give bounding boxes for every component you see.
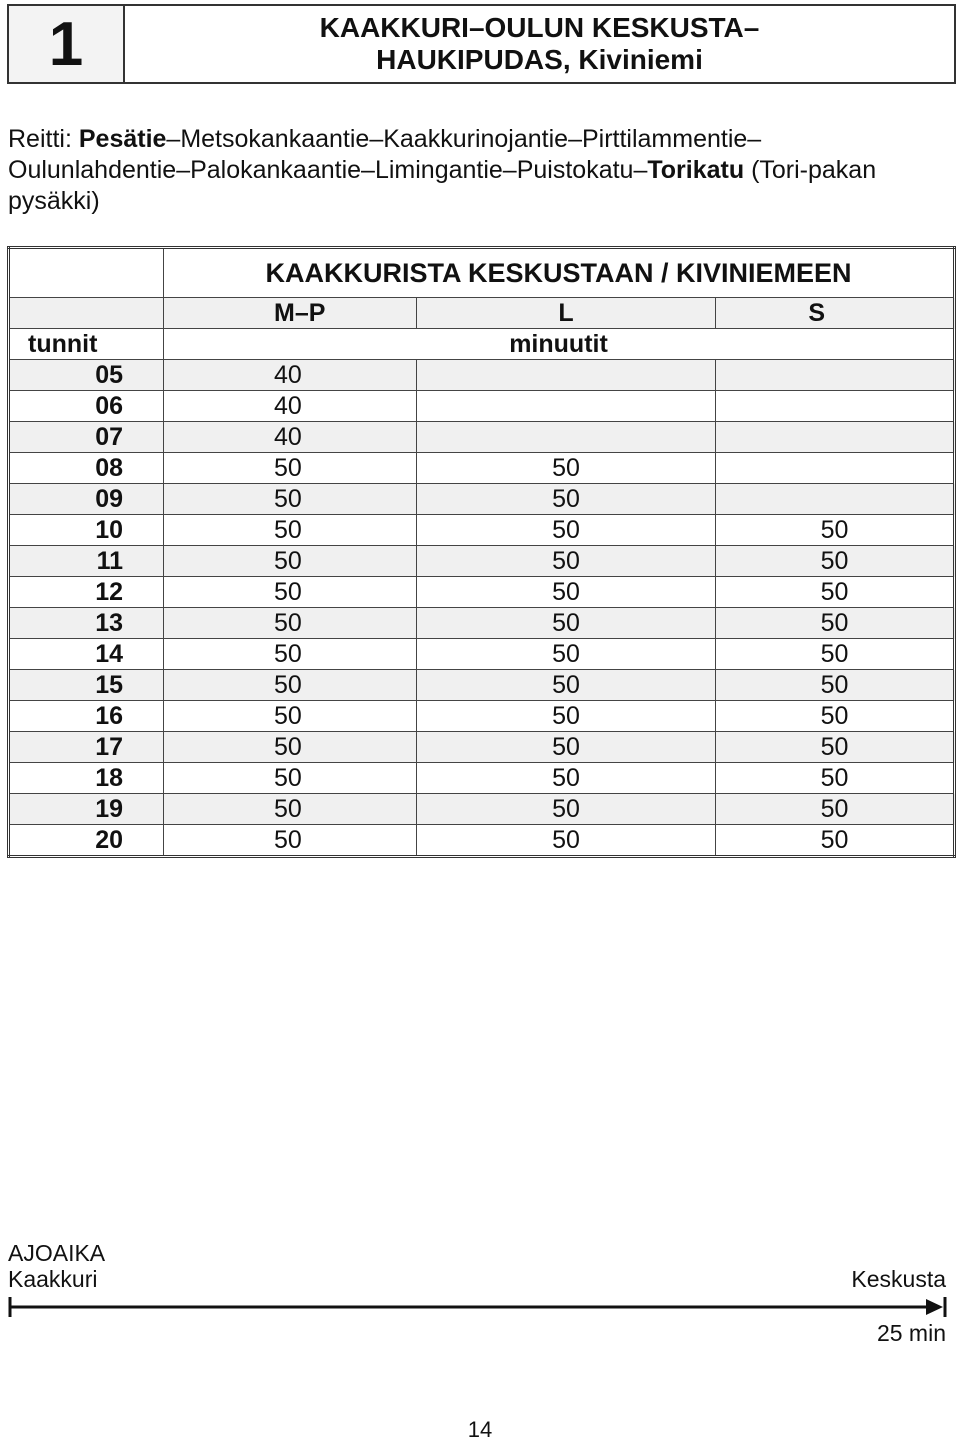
timetable-row <box>9 484 955 515</box>
minutes-s-cell: 50 <box>716 577 955 608</box>
route-prefix: Reitti: <box>8 125 79 153</box>
minutes-l-cell <box>417 360 716 391</box>
hour-cell: 09 <box>9 484 164 515</box>
minutes-l-cell: 50 <box>417 825 716 857</box>
travel-time-label: AJOAIKA <box>8 1240 106 1266</box>
hour-cell: 08 <box>9 453 164 484</box>
route-suffix: (Tori-pakan pysäkki) <box>8 156 877 215</box>
minutes-mp-cell: 40 <box>164 422 417 453</box>
minutes-mp-cell: 50 <box>164 608 417 639</box>
minutes-l-cell: 50 <box>417 484 716 515</box>
route-start-stop: Pesätie <box>78 125 167 153</box>
minutes-mp-cell: 50 <box>164 732 417 763</box>
travel-from: Kaakkuri <box>8 1266 98 1292</box>
hour-cell: 07 <box>9 422 164 453</box>
minutes-mp-cell: 40 <box>164 391 417 422</box>
minutes-s-cell: 50 <box>716 639 955 670</box>
minutes-s-cell <box>716 484 955 515</box>
minutes-l-cell: 50 <box>417 546 716 577</box>
minutes-s-cell: 50 <box>716 825 955 857</box>
minutes-mp-cell: 50 <box>164 825 417 857</box>
minutes-l-cell: 50 <box>417 732 716 763</box>
travel-line-arrow-icon <box>926 1299 943 1315</box>
hour-cell: 15 <box>9 670 164 701</box>
hour-cell: 17 <box>9 732 164 763</box>
minutes-l-cell: 50 <box>417 608 716 639</box>
route-description <box>8 124 938 217</box>
timetable-row <box>9 360 955 391</box>
minutes-mp-cell: 50 <box>164 701 417 732</box>
hour-cell: 13 <box>9 608 164 639</box>
minutes-s-cell: 50 <box>716 732 955 763</box>
timetable-row <box>9 732 955 763</box>
minutes-mp-cell: 50 <box>164 453 417 484</box>
hour-cell: 11 <box>9 546 164 577</box>
corner-cell-2 <box>9 298 164 329</box>
timetable-row <box>9 546 955 577</box>
minutes-s-cell <box>716 360 955 391</box>
hour-cell: 05 <box>9 360 164 391</box>
minutes-l-cell: 50 <box>417 577 716 608</box>
timetable-row <box>9 515 955 546</box>
minutes-s-cell: 50 <box>716 608 955 639</box>
minutes-mp-cell: 50 <box>164 546 417 577</box>
timetable-row <box>9 422 955 453</box>
timetable-row <box>9 763 955 794</box>
minutes-l-cell: 50 <box>417 763 716 794</box>
hour-cell: 06 <box>9 391 164 422</box>
hour-cell: 10 <box>9 515 164 546</box>
hour-cell: 16 <box>9 701 164 732</box>
route-streets: –Metsokankaantie–Kaakkurinojantie–Pirttilammentie–Oulunlahdentie–Palokankaantie–Limingantie–Puistokatu– <box>8 125 762 184</box>
timetable-row <box>9 639 955 670</box>
minutes-mp-cell: 50 <box>164 639 417 670</box>
minutes-mp-cell: 40 <box>164 360 417 391</box>
timetable-row <box>9 670 955 701</box>
timetable-row <box>9 453 955 484</box>
hour-cell: 18 <box>9 763 164 794</box>
minutes-l-cell: 50 <box>417 794 716 825</box>
route-title-line2: HAUKIPUDAS, Kiviniemi <box>376 44 703 75</box>
page-number: 14 <box>467 1417 493 1442</box>
timetable-row <box>9 608 955 639</box>
minutes-label: minuutit <box>164 329 955 360</box>
minutes-l-cell: 50 <box>417 639 716 670</box>
travel-time-line <box>8 1296 948 1318</box>
timetable-row <box>9 794 955 825</box>
minutes-s-cell <box>716 453 955 484</box>
corner-cell <box>9 248 164 298</box>
minutes-s-cell <box>716 422 955 453</box>
minutes-l-cell <box>417 391 716 422</box>
minutes-l-cell: 50 <box>417 515 716 546</box>
timetable-row <box>9 825 955 857</box>
minutes-mp-cell: 50 <box>164 670 417 701</box>
day-header-s: S <box>716 298 955 329</box>
route-title-line1: KAAKKURI–OULUN KESKUSTA– <box>319 12 760 43</box>
minutes-mp-cell: 50 <box>164 577 417 608</box>
hour-cell: 14 <box>9 639 164 670</box>
minutes-mp-cell: 50 <box>164 515 417 546</box>
hours-label: tunnit <box>9 329 164 360</box>
route-end-stop: Torikatu <box>647 156 745 184</box>
minutes-s-cell: 50 <box>716 546 955 577</box>
travel-to: Keskusta <box>851 1266 946 1292</box>
day-header-mp: M–P <box>164 298 417 329</box>
timetable-row <box>9 701 955 732</box>
route-header <box>7 4 956 84</box>
hour-cell: 12 <box>9 577 164 608</box>
minutes-mp-cell: 50 <box>164 763 417 794</box>
hour-cell: 19 <box>9 794 164 825</box>
timetable-row <box>9 577 955 608</box>
minutes-mp-cell: 50 <box>164 794 417 825</box>
minutes-l-cell: 50 <box>417 670 716 701</box>
minutes-l-cell: 50 <box>417 701 716 732</box>
minutes-s-cell: 50 <box>716 794 955 825</box>
hour-cell: 20 <box>9 825 164 857</box>
minutes-l-cell: 50 <box>417 453 716 484</box>
minutes-s-cell: 50 <box>716 515 955 546</box>
travel-time-block <box>8 1240 105 1292</box>
route-number: 1 <box>9 6 125 82</box>
minutes-mp-cell: 50 <box>164 484 417 515</box>
minutes-s-cell: 50 <box>716 763 955 794</box>
timetable-row <box>9 391 955 422</box>
minutes-l-cell <box>417 422 716 453</box>
timetable <box>7 246 956 858</box>
travel-duration: 25 min <box>876 1320 946 1346</box>
route-title <box>125 6 954 82</box>
minutes-s-cell: 50 <box>716 701 955 732</box>
minutes-s-cell: 50 <box>716 670 955 701</box>
direction-title: KAAKKURISTA KESKUSTAAN / KIVINIEMEEN <box>164 248 955 298</box>
minutes-s-cell <box>716 391 955 422</box>
day-header-l: L <box>417 298 716 329</box>
